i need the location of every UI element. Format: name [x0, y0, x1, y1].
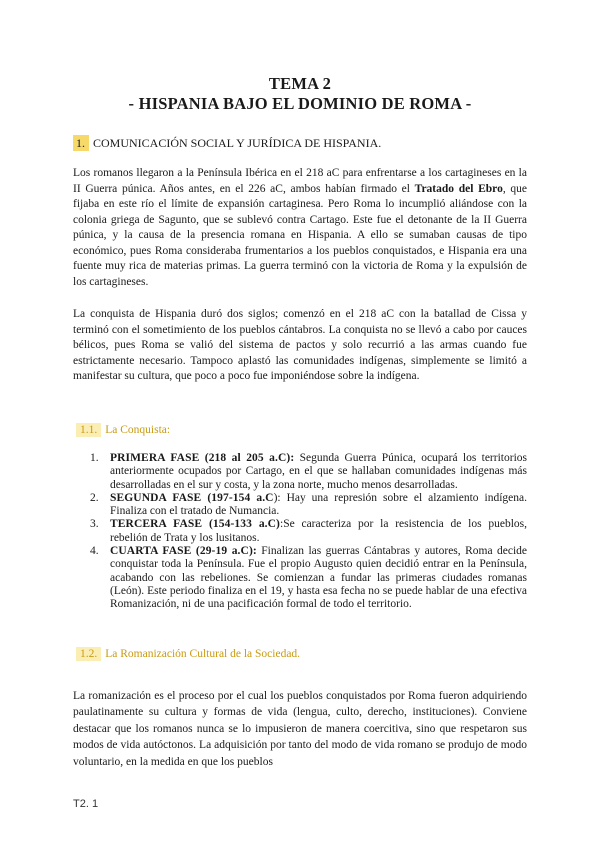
list-item-number: 4. — [90, 545, 99, 558]
section-heading-text: COMUNICACIÓN SOCIAL Y JURÍDICA DE HISPANIA. — [93, 136, 382, 150]
list-item — [84, 518, 527, 545]
section-number: 1. — [73, 135, 89, 151]
section-heading — [73, 136, 381, 151]
list-item-number: 1. — [90, 452, 99, 464]
list-item — [84, 452, 527, 492]
list-item-number: 3. — [90, 518, 99, 531]
phase-text: ): Hay una represión sobre el alzamiento indígena. Finaliza con el tratado de Numancia. — [110, 491, 527, 518]
tratado-ebro-bold: Tratado del Ebro — [414, 182, 503, 195]
phase-label: TERCERA FASE (154-133 a.C) — [110, 518, 280, 531]
subsection-heading-romanizacion — [76, 648, 300, 660]
phase-text: Segunda Guerra Púnica, ocupará los territorios anteriormente ocupados por Cartago, en el que se hallaban comunidades indígenas más desarrolladas en el sur y costa, y la zona norte, mucho menos desarrolladas. — [110, 452, 527, 491]
phase-text: Finalizan las guerras Cántabras y autores, Roma decide conquistar toda la Península. Fue el propio Augusto quien decidió entrar en la Península, acabando con las rebeliones. Se comienzan a fundar las primeras ciudades romanas (León). Este periodo finaliza en el 19, y hasta esa fecha no se puede hablar de una efectiva Romanización, ni de una pacificación formal de todo el territorio. — [110, 545, 527, 611]
subsection-number: 1.1. — [76, 423, 101, 437]
page-footer: T2. 1 — [73, 798, 99, 810]
paragraph-intro — [73, 166, 527, 290]
paragraph-romanizacion: La romanización es el proceso por el cual los pueblos conquistados por Roma fueron adquiriendo paulatinamente su cultura y formas de vida (lengua, culto, derecho, instituciones). Conviene destacar que los romanos nunca se lo impusieron de manera coercitiva, sino que respetaron sus modos de vida autóctonos. La adquisición por tanto del modo de vida romano se produjo de modo voluntario, en la medida en que los pueblos — [73, 690, 527, 768]
phase-text: :Se caracteriza por la resistencia de los pueblos, rebelión de Trata y los lusitanos. — [110, 518, 527, 544]
phase-list — [84, 452, 527, 612]
list-item — [84, 545, 527, 611]
list-item — [84, 492, 527, 519]
list-item-number: 2. — [90, 491, 99, 504]
subsection-heading-text: La Conquista: — [105, 424, 171, 436]
subsection-number: 1.2. — [76, 647, 101, 661]
paragraph-conquest: La conquista de Hispania duró dos siglos; comenzó en el 218 aC con la batallad de Cissa y terminó con el sometimiento de los pueblos cántabros. La conquista no se llevó a cabo por cauces bélicos, pues Roma se valió del sistema de pactos y solo recurrió a las armas cuando fue estrictamente necesario. Tampoco aplastó las comunidades indígenas, simplemente se limitó a manifestar su cultura, que poco a poco fue imponiéndose sobre la indígena. — [73, 308, 527, 382]
subsection-heading-text: La Romanización Cultural de la Sociedad. — [105, 648, 301, 660]
phase-label: CUARTA FASE (29-19 a.C): — [110, 545, 257, 558]
subsection-heading-conquista — [76, 424, 170, 436]
phase-label: SEGUNDA FASE (197-154 a.C — [110, 491, 274, 504]
phase-label: PRIMERA FASE (218 al 205 a.C): — [110, 452, 295, 464]
document-subtitle: - HISPANIA BAJO EL DOMINIO DE ROMA - — [128, 94, 472, 113]
paragraph-intro-part1: Los romanos llegaron a la Península Ibérica en el 218 aC para enfrentarse a los cartagineses en la II Guerra púnica. Años antes, en el 226 aC, ambos habían firmado el — [73, 167, 527, 195]
document-title: TEMA 2 — [268, 74, 332, 93]
paragraph-intro-part2: , que fijaba en este río el límite de expansión cartaginesa. Pero Roma lo incumplió aliándose con la colonia griega de Sagunto, que se sublevó contra Cartago. Este fue el detonante de la II Guerra púnica, y la causa de la presencia romana en Hispania. A ello se sumaban causas de tipo económico, pues Roma consideraba frumentarios a los pueblos conquistados, e Hispania era una fuente muy rica de materias primas. La guerra terminó con la victoria de Roma y la expulsión de los cartagineses. — [73, 182, 527, 288]
